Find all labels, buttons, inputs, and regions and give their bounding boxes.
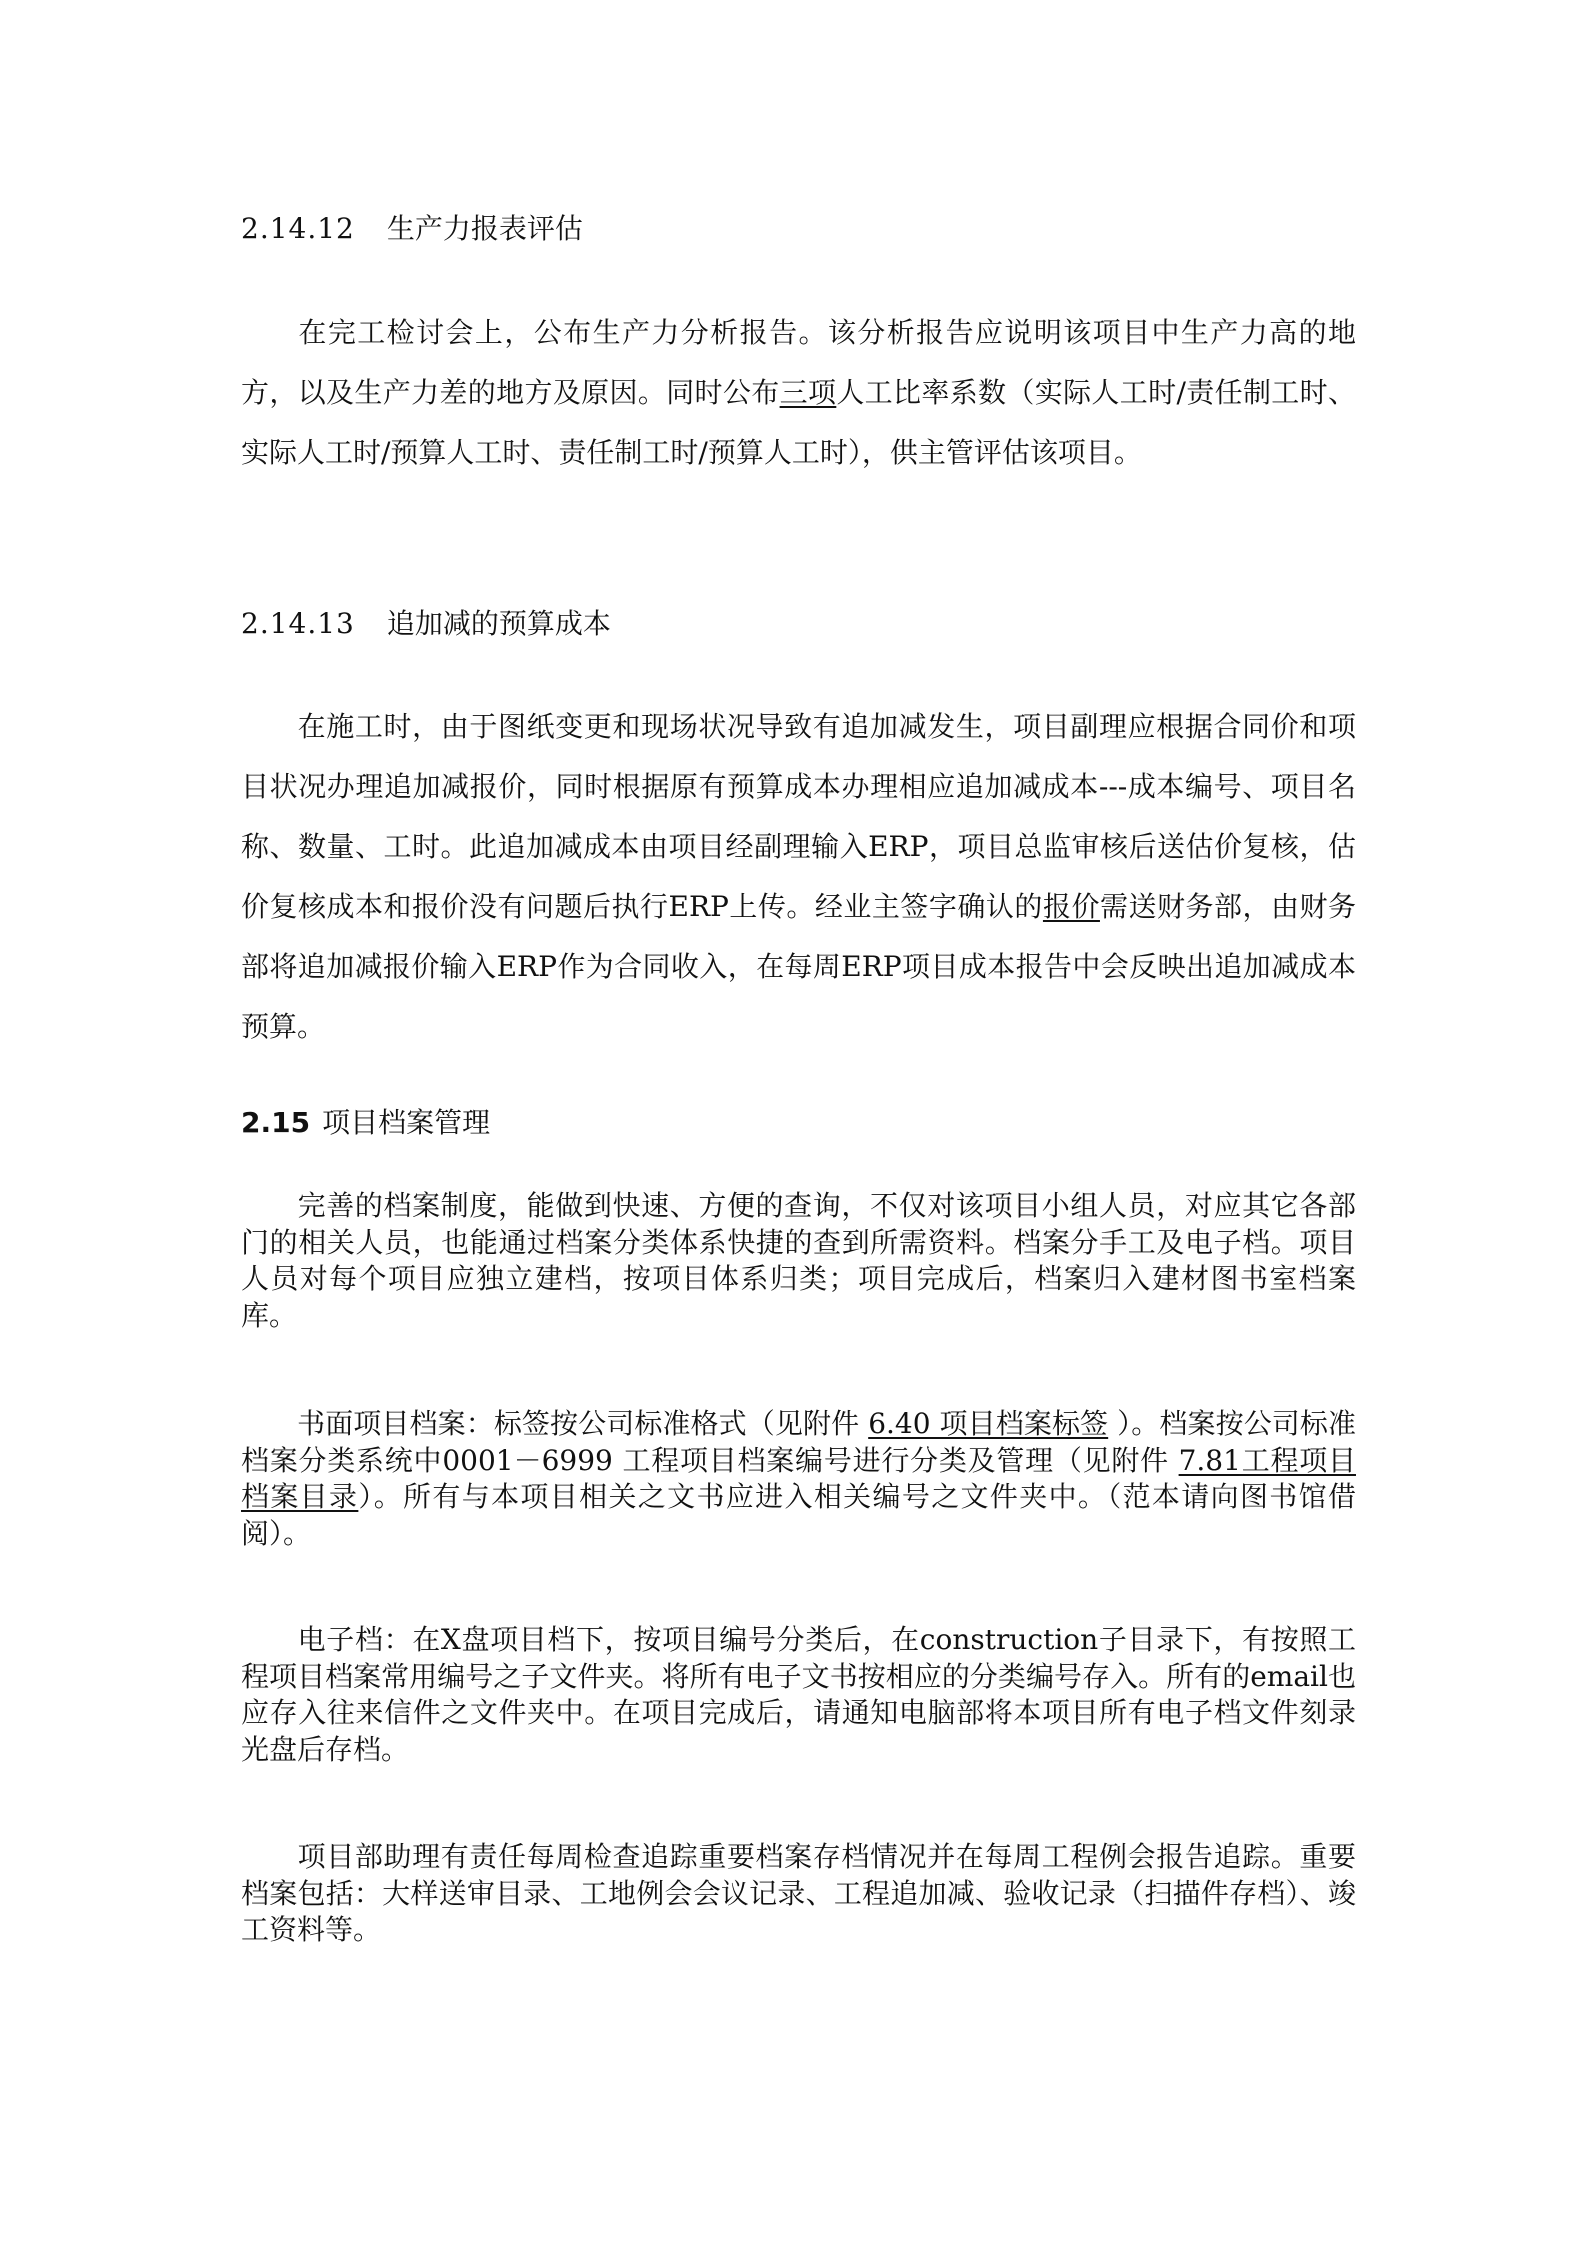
- paragraph-text: 完善的档案制度，能做到快速、方便的查询，不仅对该项目小组人员，对应其它各部门的相关人员，也能通过档案分类体系快捷的查到所需资料。档案分手工及电子档。项目人员对每个项目应独立建档，按项目体系归类；项目完成后，档案归入建材图书室档案库。: [241, 1189, 1356, 1332]
- section-title: 生产力报表评估: [386, 212, 583, 245]
- paragraph-text: 项目部助理有责任每周检查追踪重要档案存档情况并在每周工程例会报告追踪。重要档案包括：大样送审目录、工地例会会议记录、工程追加减、验收记录（扫描件存档）、竣工资料等。: [241, 1840, 1356, 1946]
- link-archive-label-appendix[interactable]: 6.40 项目档案标签: [868, 1407, 1109, 1440]
- section-title: 追加减的预算成本: [386, 607, 611, 640]
- section-heading-2-15: [241, 1103, 490, 1143]
- paragraph-variation-budget: [241, 697, 1356, 1057]
- paragraph-text: 书面项目档案：标签按公司标准格式（见附件: [297, 1407, 869, 1440]
- paragraph-archive-system: [241, 1188, 1356, 1334]
- section-title: 项目档案管理: [322, 1106, 491, 1139]
- section-number: 2.15: [241, 1106, 311, 1139]
- underlined-term: 三项: [779, 376, 837, 409]
- paragraph-text: 人工比率系数（实际人工时/责任制工时、实际人工时/预算人工时、责任制工时/预算人工时），供主管评估该项目。: [241, 376, 1356, 469]
- paragraph-text: 在完工检讨会上，公布生产力分析报告。该分析报告应说明该项目中生产力高的地方，以及生产力差的地方及原因。同时公布: [241, 316, 1356, 409]
- section-heading-2-14-13: [241, 604, 611, 644]
- section-heading-2-14-12: [241, 209, 583, 249]
- paragraph-text: ）。档案按公司标准档案分类系统中0001－6999 工程项目档案编号进行分类及管理（见附件: [241, 1407, 1357, 1477]
- paragraph-text: 需送财务部，由财务部将追加减报价输入ERP作为合同收入，在每周ERP项目成本报告中会反映出追加减成本预算。: [241, 890, 1356, 1043]
- section-number: 2.14.13: [241, 607, 355, 640]
- link-quotation[interactable]: 报价: [1042, 890, 1100, 923]
- paragraph-paper-archive: [241, 1406, 1356, 1552]
- paragraph-text: 电子档：在X盘项目档下，按项目编号分类后，在construction子目录下，有按照工程项目档案常用编号之子文件夹。将所有电子文书按相应的分类编号存入。所有的email也应存入往来信件之文件夹中。在项目完成后，请通知电脑部将本项目所有电子档文件刻录光盘后存档。: [241, 1623, 1356, 1766]
- paragraph-productivity-report: [241, 303, 1356, 483]
- link-archive-catalog-appendix[interactable]: 7.81工程项目档案目录: [241, 1443, 1356, 1513]
- section-number: 2.14.12: [241, 212, 355, 245]
- paragraph-archive-tracking: [241, 1839, 1356, 1949]
- paragraph-electronic-archive: [241, 1622, 1356, 1768]
- paragraph-text: ）。所有与本项目相关之文书应进入相关编号之文件夹中。（范本请向图书馆借阅）。: [241, 1480, 1356, 1550]
- paragraph-text: 在施工时，由于图纸变更和现场状况导致有追加减发生，项目副理应根据合同价和项目状况办理追加减报价，同时根据原有预算成本办理相应追加减成本---成本编号、项目名称、数量、工时。此追加减成本由项目经副理输入ERP，项目总监审核后送估价复核，估价复核成本和报价没有问题后执行ERP上传。经业主签字确认的: [241, 710, 1356, 923]
